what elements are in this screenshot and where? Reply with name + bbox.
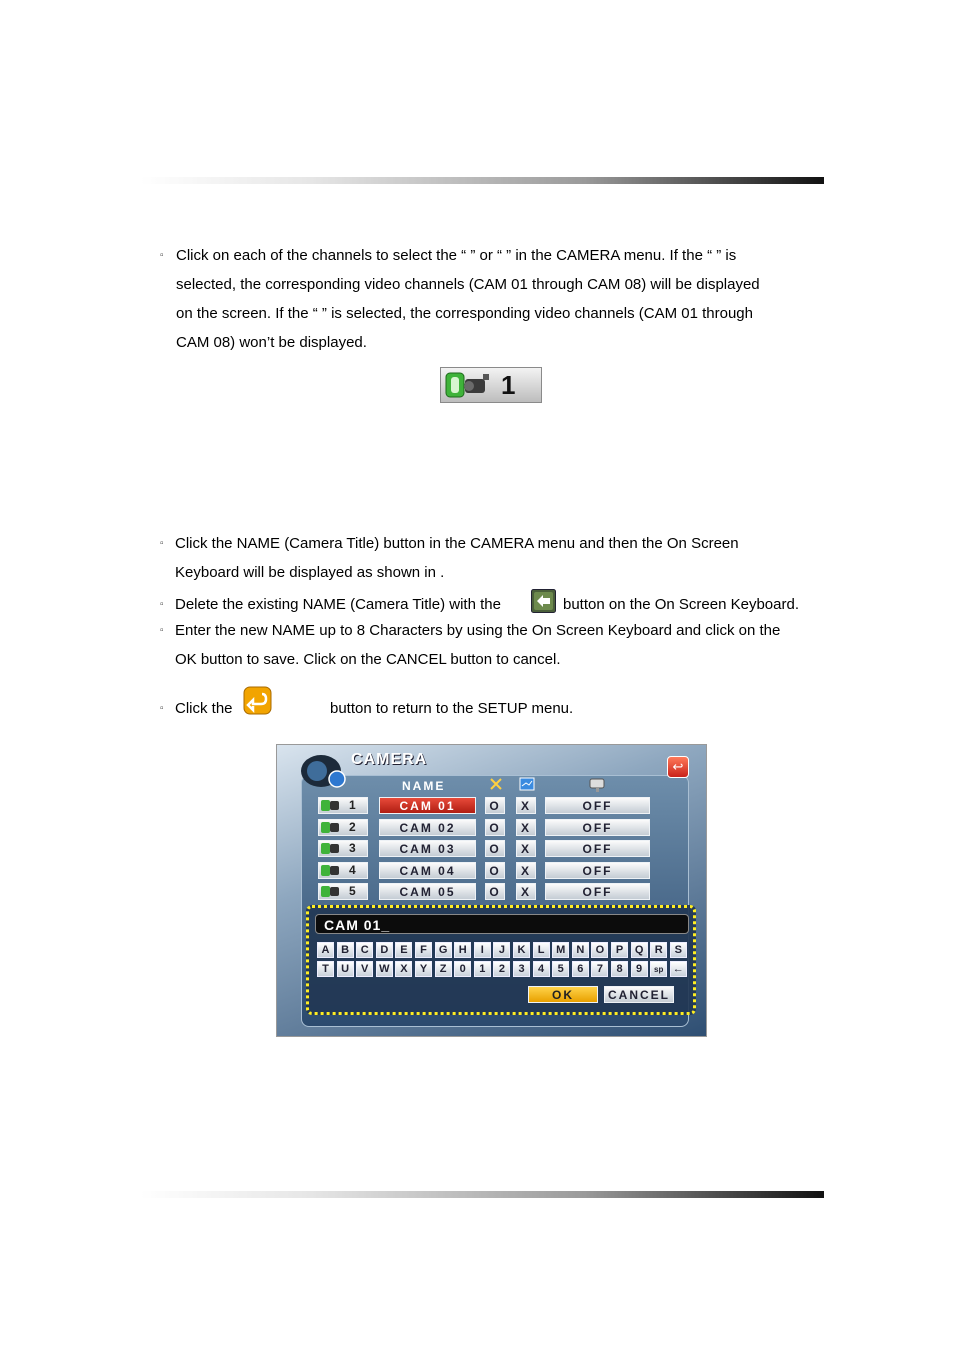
keyboard-key[interactable]: 2 — [493, 961, 510, 977]
keyboard-key[interactable]: O — [591, 942, 608, 958]
name-button[interactable]: CAM 02 — [379, 819, 476, 836]
channel-number: 1 — [349, 798, 356, 812]
keyboard-key[interactable]: E — [395, 942, 412, 958]
channel-button[interactable] — [318, 819, 368, 836]
camera-icon — [299, 749, 351, 789]
bullet-line: OK button to save. Click on the CANCEL button to cancel. — [175, 651, 561, 668]
keyboard-key[interactable]: 5 — [552, 961, 569, 977]
channel-button[interactable] — [318, 797, 368, 814]
bullet-marker: ▫ — [160, 250, 164, 261]
ptz-button[interactable]: OFF — [545, 819, 650, 836]
bullet-marker: ▫ — [160, 625, 164, 636]
bullet-marker: ▫ — [160, 538, 164, 549]
cancel-button[interactable]: CANCEL — [604, 986, 674, 1003]
bullet-text: Click the — [175, 700, 233, 717]
covert-toggle[interactable]: X — [516, 862, 536, 879]
keyboard-key[interactable]: P — [611, 942, 628, 958]
keyboard-key[interactable]: N — [572, 942, 589, 958]
name-button[interactable]: CAM 01 — [379, 797, 476, 814]
channel-number: 5 — [349, 884, 356, 898]
channel-on-icon — [321, 886, 330, 897]
bottom-rule — [140, 1191, 824, 1198]
display-toggle[interactable]: O — [485, 840, 505, 857]
bullet-line: Enter the new NAME up to 8 Characters by using the On Screen Keyboard and click on the — [175, 622, 781, 639]
keyboard-key[interactable]: J — [493, 942, 510, 958]
keyboard-key[interactable]: 8 — [611, 961, 628, 977]
name-button[interactable]: CAM 03 — [379, 840, 476, 857]
bullet-marker: ▫ — [160, 703, 164, 714]
channel-on-icon — [321, 822, 330, 833]
name-column-header: NAME — [402, 779, 446, 793]
channel-number: 3 — [349, 841, 356, 855]
keyboard-key[interactable]: D — [376, 942, 393, 958]
keyboard-key[interactable]: K — [513, 942, 530, 958]
ok-button[interactable]: OK — [528, 986, 598, 1003]
ptz-button[interactable]: OFF — [545, 797, 650, 814]
top-rule — [140, 177, 824, 184]
keyboard-key[interactable]: S — [670, 942, 687, 958]
channel-chip — [440, 367, 542, 403]
keyboard-key[interactable]: T — [317, 961, 334, 977]
channel-on-icon — [321, 865, 330, 876]
display-toggle[interactable]: O — [485, 819, 505, 836]
name-input[interactable]: CAM 01_ — [315, 914, 689, 934]
ptz-button[interactable]: OFF — [545, 883, 650, 900]
display-icon — [489, 777, 503, 791]
bullet-text: button to return to the SETUP menu. — [330, 700, 574, 717]
bullet-line: Click on each of the channels to select the “ ” or “ ” in the CAMERA menu. If the “ ” is — [176, 247, 737, 264]
camera-small-icon — [330, 823, 339, 832]
keyboard-key[interactable]: I — [474, 942, 491, 958]
keyboard-key[interactable]: 4 — [533, 961, 550, 977]
keyboard-key[interactable]: W — [376, 961, 393, 977]
camera-small-icon — [330, 887, 339, 896]
channel-button[interactable] — [318, 840, 368, 857]
covert-toggle[interactable]: X — [516, 797, 536, 814]
keyboard-key[interactable]: L — [533, 942, 550, 958]
camera-small-icon — [330, 801, 339, 810]
bullet-line: selected, the corresponding video channels (CAM 01 through CAM 08) will be displayed — [176, 276, 760, 293]
bullet-channel-select — [160, 241, 820, 361]
bullet-marker: ▫ — [160, 599, 164, 610]
keyboard-key[interactable]: X — [395, 961, 412, 977]
keyboard-key[interactable]: 3 — [513, 961, 530, 977]
ptz-icon — [588, 775, 608, 793]
display-toggle[interactable]: O — [485, 883, 505, 900]
ptz-button[interactable]: OFF — [545, 840, 650, 857]
keyboard-key[interactable]: G — [435, 942, 452, 958]
keyboard-key[interactable]: V — [356, 961, 373, 977]
keyboard-key[interactable]: B — [337, 942, 354, 958]
channel-button[interactable] — [318, 862, 368, 879]
camera-channel-icon — [445, 372, 491, 398]
keyboard-key[interactable]: F — [415, 942, 432, 958]
keyboard-key[interactable]: 9 — [631, 961, 648, 977]
keyboard-key[interactable]: sp — [650, 961, 667, 977]
channel-on-icon — [321, 800, 330, 811]
keyboard-key[interactable]: 0 — [454, 961, 471, 977]
return-button[interactable]: ↩ — [667, 756, 689, 778]
bullet-name-button — [160, 529, 820, 589]
name-button[interactable]: CAM 05 — [379, 883, 476, 900]
bullet-line: on the screen. If the “ ” is selected, the corresponding video channels (CAM 01 through — [176, 305, 753, 322]
keyboard-key[interactable]: Q — [631, 942, 648, 958]
channel-number: 4 — [349, 863, 356, 877]
keyboard-key[interactable]: H — [454, 942, 471, 958]
channel-number: 1 — [501, 370, 516, 400]
keyboard-key[interactable]: R — [650, 942, 667, 958]
bullet-text: Delete the existing NAME (Camera Title) with the — [175, 596, 501, 613]
name-button[interactable]: CAM 04 — [379, 862, 476, 879]
keyboard-key[interactable]: 1 — [474, 961, 491, 977]
camera-menu-screenshot — [276, 744, 707, 1037]
keyboard-key[interactable]: 6 — [572, 961, 589, 977]
bullet-line: Keyboard will be displayed as shown in . — [175, 564, 445, 581]
display-toggle[interactable]: O — [485, 797, 505, 814]
keyboard-key[interactable]: 7 — [591, 961, 608, 977]
channel-button[interactable] — [318, 883, 368, 900]
keyboard-key[interactable]: C — [356, 942, 373, 958]
keyboard-key[interactable]: A — [317, 942, 334, 958]
backspace-icon — [531, 589, 556, 613]
channel-on-icon — [321, 843, 330, 854]
keyboard-key[interactable]: Y — [415, 961, 432, 977]
keyboard-key[interactable]: ← — [670, 961, 687, 977]
bullet-line: Click the NAME (Camera Title) button in the CAMERA menu and then the On Screen — [175, 535, 739, 552]
covert-toggle[interactable]: X — [516, 819, 536, 836]
ptz-button[interactable]: OFF — [545, 862, 650, 879]
display-toggle[interactable]: O — [485, 862, 505, 879]
camera-small-icon — [330, 844, 339, 853]
bullet-text: button on the On Screen Keyboard. — [563, 596, 799, 613]
on-screen-keyboard — [306, 905, 696, 1015]
channel-number: 2 — [349, 820, 356, 834]
return-icon — [243, 686, 272, 715]
keyboard-key[interactable]: U — [337, 961, 354, 977]
covert-toggle[interactable]: X — [516, 840, 536, 857]
covert-toggle[interactable]: X — [516, 883, 536, 900]
keyboard-key[interactable]: Z — [435, 961, 452, 977]
camera-small-icon — [330, 866, 339, 875]
covert-icon — [519, 777, 535, 791]
menu-title: CAMERA — [351, 751, 428, 768]
bullet-enter-name — [160, 616, 840, 676]
keyboard-key[interactable]: M — [552, 942, 569, 958]
bullet-line: CAM 08) won’t be displayed. — [176, 334, 367, 351]
